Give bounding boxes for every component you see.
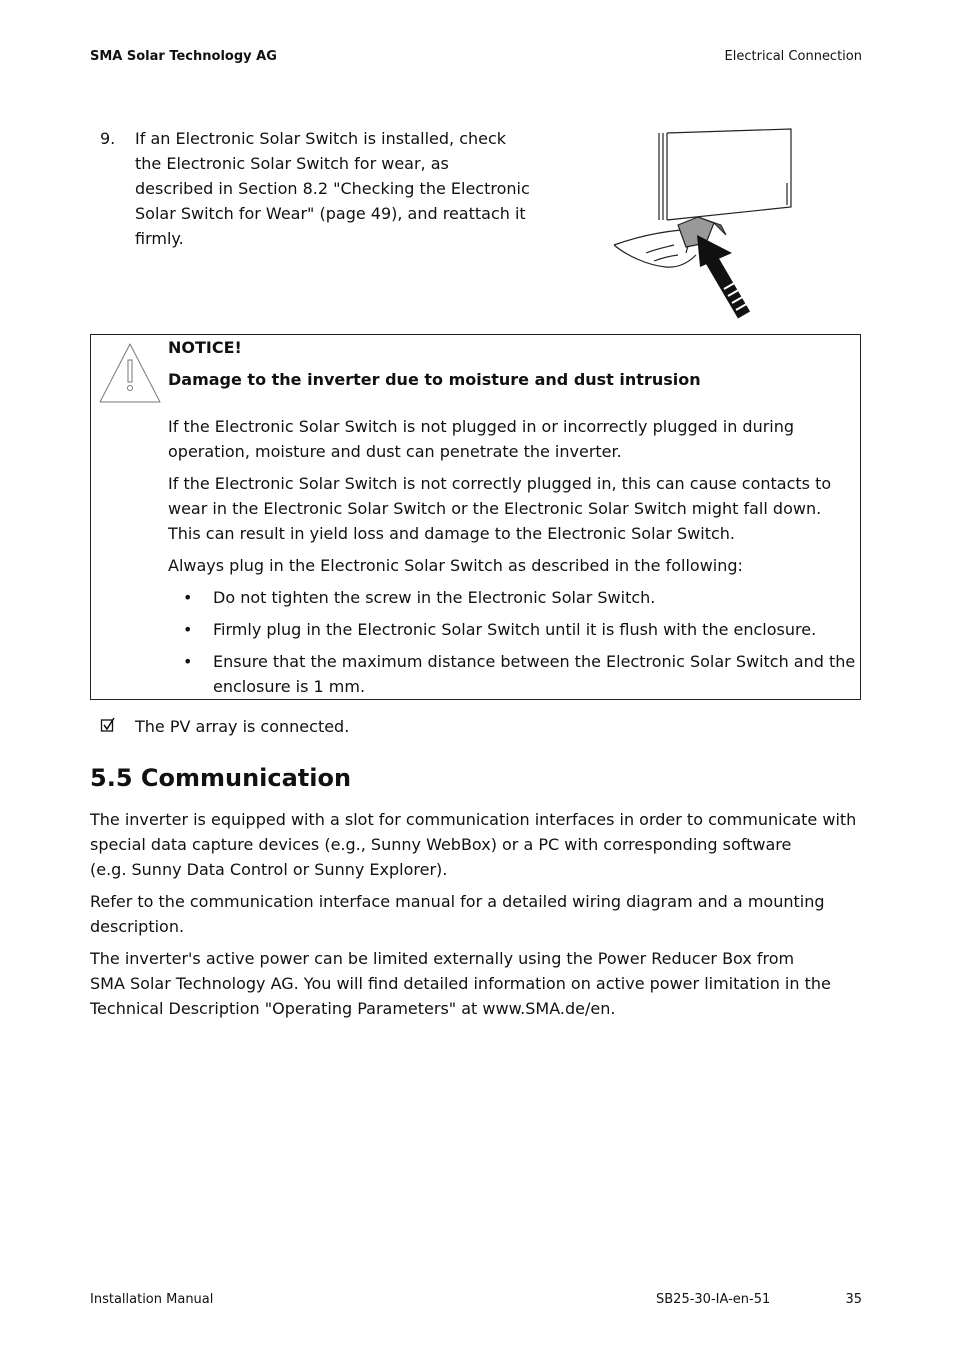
header-chapter: Electrical Connection — [724, 49, 862, 64]
notice-bullet-item — [168, 617, 858, 642]
bullet-text: Firmly plug in the Electronic Solar Switch until it is flush with the enclosure. — [213, 620, 817, 639]
step-text: If an Electronic Solar Switch is installed, check the Electronic Solar Switch for wear, as described in Section 8.2 "Checking the Electronic Solar Switch for Wear" (page 49), and reattach it firmly. — [135, 129, 530, 248]
step-number: 9. — [100, 129, 116, 148]
warning-triangle-icon — [96, 340, 164, 404]
section-heading: 5.5 Communication — [90, 764, 352, 792]
footer-doc-code: SB25-30-IA-en-51 — [656, 1292, 771, 1307]
instruction-step — [90, 126, 530, 251]
bullet-icon: • — [183, 652, 193, 671]
ess-plug-illustration — [606, 125, 796, 325]
notice-title: NOTICE! — [168, 338, 242, 357]
notice-bullet-list — [168, 585, 858, 699]
section-paragraph: The inverter is equipped with a slot for communication interfaces in order to communicate with special data capture devices (e.g., Sunny WebBox) or a PC with corresponding software (e.g. Sunny Data Control or Sunny Explorer). — [90, 810, 857, 879]
section-paragraph: The inverter's active power can be limited externally using the Power Reducer Box from SMA Solar Technology AG. You will find detailed information on active power limitation in the Technical Description "Operating Parameters" at www.SMA.de/en. — [90, 949, 831, 1018]
checkbox-checked-icon — [100, 717, 116, 733]
notice-bullet-item — [168, 585, 858, 610]
bullet-icon: • — [183, 588, 193, 607]
bullet-icon: • — [183, 620, 193, 639]
header-company: SMA Solar Technology AG — [90, 49, 277, 64]
footer-manual: Installation Manual — [90, 1292, 214, 1307]
notice-box — [90, 334, 861, 700]
result-text: The PV array is connected. — [135, 717, 350, 736]
notice-paragraph: Always plug in the Electronic Solar Switch as described in the following: — [168, 556, 743, 575]
notice-paragraph: If the Electronic Solar Switch is not correctly plugged in, this can cause contacts to wear in the Electronic Solar Switch or the Electronic Solar Switch might fall down. This can result in yield loss and damage to the Electronic Solar Switch. — [168, 474, 832, 543]
bullet-text: Ensure that the maximum distance between the Electronic Solar Switch and the enclosure is 1 mm. — [213, 652, 856, 696]
notice-subtitle: Damage to the inverter due to moisture and dust intrusion — [168, 370, 701, 389]
bullet-text: Do not tighten the screw in the Electronic Solar Switch. — [213, 588, 656, 607]
section-body — [90, 807, 865, 1028]
notice-bullet-item — [168, 649, 858, 699]
section-paragraph: Refer to the communication interface manual for a detailed wiring diagram and a mounting description. — [90, 892, 825, 936]
notice-paragraph: If the Electronic Solar Switch is not plugged in or incorrectly plugged in during operation, moisture and dust can penetrate the inverter. — [168, 417, 795, 461]
page-number: 35 — [845, 1292, 862, 1307]
notice-body — [168, 414, 858, 706]
result-line — [90, 714, 349, 739]
